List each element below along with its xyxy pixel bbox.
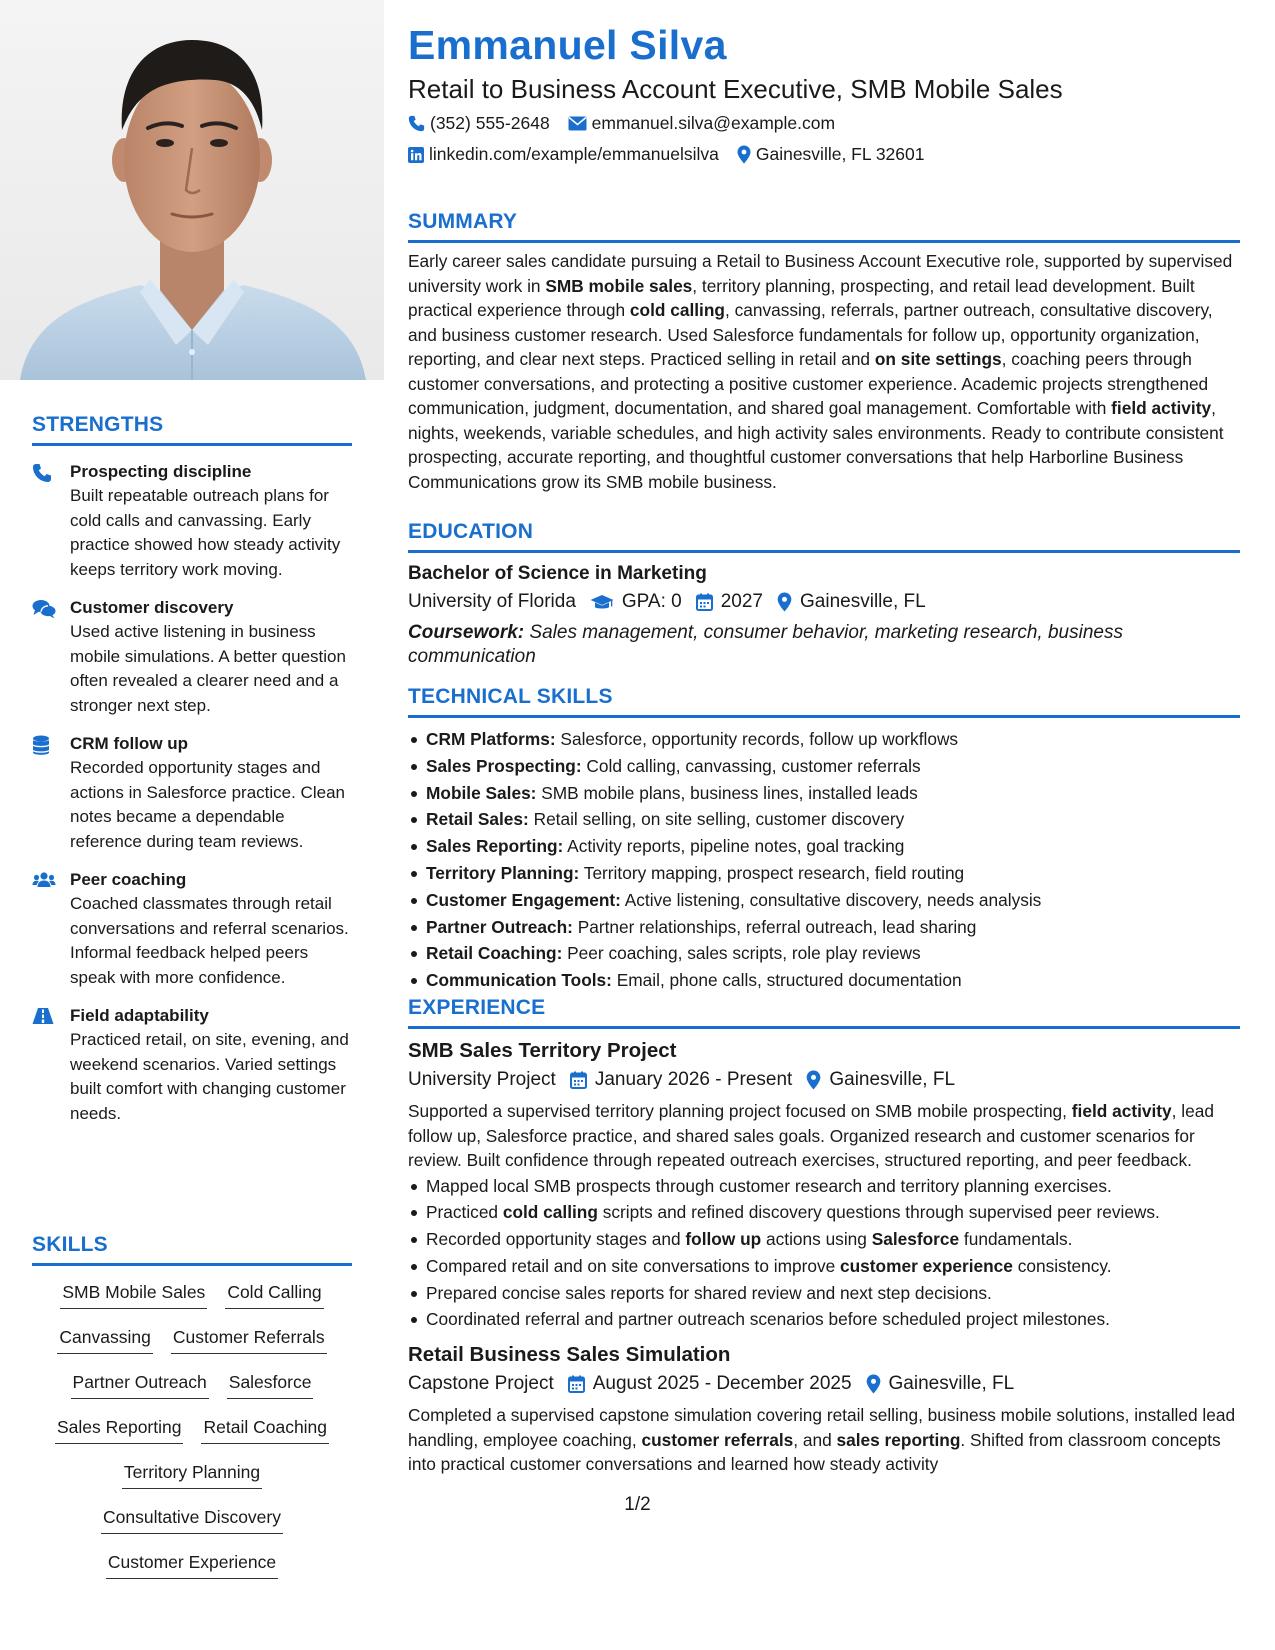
skill-label: Mobile Sales: (426, 782, 537, 803)
skill-tag: Customer Experience (106, 1548, 278, 1579)
text-run: , canvassing, referrals, partner outreach, consultative discovery, and business customer research. Used Salesforce fundamentals for follow up, opportunity organization, reporting, and clear next steps. Practiced selling in retail and (408, 300, 1213, 369)
bold-text: SMB mobile sales (545, 275, 693, 296)
text-run: , territory planning, prospecting, and retail lead development. Built practical experience through (408, 275, 1195, 320)
skill-row (32, 1278, 352, 1323)
page-number: 1/2 (624, 1494, 651, 1515)
list-item (408, 1306, 1240, 1333)
list-item (408, 1173, 1240, 1200)
section-divider (32, 1263, 352, 1266)
skills-heading: SKILLS (32, 1233, 108, 1256)
strength-description: Coached classmates through retail conversations and referral scenarios. Informal feedback helped peers speak with more confidence. (70, 894, 349, 987)
skill-tags (32, 1278, 352, 1593)
comments-icon (32, 596, 70, 718)
job-org-text: University Project (408, 1069, 556, 1090)
skill-value: Retail selling, on site selling, customer discovery (528, 809, 905, 830)
text-run: Practiced (426, 1202, 503, 1223)
text-run: , nights, weekends, variable schedules, and high activity sales environments. Ready to contribute consistent prospecting, accurate reporting, and thoughtful customer conversations that help Harborline Business Communications grow its SMB mobile business. (408, 398, 1224, 492)
skill-label: Sales Prospecting: (426, 755, 582, 776)
location-pin-icon (777, 592, 792, 612)
linkedin-url[interactable]: linkedin.com/example/emmanuelsilva (429, 144, 719, 164)
skill-row (32, 1368, 352, 1413)
gpa-text: GPA: 0 (621, 591, 682, 612)
list-item (408, 1226, 1240, 1253)
job-org-text: Capstone Project (408, 1373, 554, 1395)
graduation-cap-icon (590, 594, 614, 611)
education-heading: EDUCATION (408, 520, 534, 543)
school-text: University of Florida (408, 591, 576, 612)
location-pin-icon (737, 145, 751, 164)
job-location-text: Gainesville, FL (829, 1069, 956, 1090)
job-org (408, 1069, 556, 1091)
strength-description: Used active listening in business mobile simulations. A better question often revealed a clearer need and a stronger next step. (70, 622, 346, 715)
bold-text: sales reporting (836, 1429, 961, 1450)
skill-label: Communication Tools: (426, 970, 612, 991)
job-entry (408, 1343, 1240, 1477)
contact-location (737, 144, 925, 165)
gpa (590, 591, 682, 613)
text-run: Supported a supervised territory planning project focused on SMB mobile prospecting, (408, 1101, 1072, 1121)
strength-description: Built repeatable outreach plans for cold calls and canvassing. Early practice showed how steady activity keeps territory work moving. (70, 486, 341, 579)
list-item (408, 860, 1240, 887)
skill-tag: Retail Coaching (201, 1413, 329, 1444)
coursework-label: Coursework: (408, 622, 525, 643)
text-run: Recorded opportunity stages and (426, 1229, 686, 1250)
technical-skills-list (408, 726, 1240, 994)
job-title: Retail Business Sales Simulation (408, 1343, 731, 1367)
job-location (866, 1373, 1015, 1395)
skill-tag: Consultative Discovery (101, 1503, 283, 1534)
year-text: 2027 (720, 591, 764, 612)
calendar-icon (696, 593, 713, 611)
contact-linkedin[interactable] (408, 144, 719, 165)
text-run: , coaching peers through customer conversations, and protecting a positive customer experience. Academic projects strengthened communication, judgment, documentation, and shared goal management. Comfortable with (408, 349, 1209, 418)
skill-tag: Canvassing (57, 1323, 152, 1354)
section-divider (408, 550, 1240, 553)
profile-photo (0, 0, 384, 380)
text-run: Coordinated referral and partner outreach scenarios before scheduled project milestones. (426, 1309, 1110, 1330)
job-dates (570, 1069, 793, 1091)
skill-label: Retail Coaching: (426, 943, 563, 964)
job-dates-text: August 2025 - December 2025 (592, 1373, 852, 1395)
skill-value: Peer coaching, sales scripts, role play reviews (562, 943, 921, 964)
contact-phone (408, 113, 550, 134)
summary-heading: SUMMARY (408, 210, 518, 233)
strength-item (32, 868, 352, 990)
job-meta (408, 1373, 1240, 1395)
list-item (408, 887, 1240, 914)
envelope-icon (568, 116, 587, 131)
skill-tag: Cold Calling (225, 1278, 323, 1309)
graduation-year (696, 591, 763, 613)
job-dates-text: January 2026 - Present (594, 1069, 793, 1090)
experience-section (408, 996, 1240, 1477)
job-bullets (408, 1173, 1240, 1334)
section-divider (32, 443, 352, 446)
text-run: Prepared concise sales reports for shared review and next step decisions. (426, 1282, 992, 1303)
education-location-text: Gainesville, FL (800, 591, 926, 612)
text-run: Mapped local SMB prospects through customer research and territory planning exercises. (426, 1175, 1112, 1196)
school-name (408, 591, 576, 613)
calendar-icon (568, 1375, 585, 1393)
database-icon (32, 732, 70, 854)
bold-text: Salesforce (871, 1229, 960, 1250)
road-icon (32, 1004, 70, 1126)
skill-tag: Salesforce (227, 1368, 314, 1399)
education-meta (408, 591, 1240, 613)
skill-row (32, 1548, 352, 1593)
skill-value: Email, phone calls, structured documentation (611, 970, 962, 991)
coursework (408, 621, 1240, 669)
text-run: . Shifted from classroom concepts into practical customer conversations and learned how steady activity (408, 1429, 1221, 1475)
bold-text: follow up (685, 1229, 762, 1250)
technical-skills-heading: TECHNICAL SKILLS (408, 685, 613, 708)
skill-tag: Partner Outreach (71, 1368, 209, 1399)
strength-title: Peer coaching (70, 870, 187, 889)
users-icon (32, 868, 70, 990)
contact-email[interactable] (568, 113, 835, 134)
skill-label: Customer Engagement: (426, 889, 621, 910)
candidate-name: Emmanuel Silva (408, 22, 727, 68)
job-summary (408, 1099, 1240, 1173)
list-item (408, 833, 1240, 860)
strengths-heading: STRENGTHS (32, 413, 164, 436)
education-section (408, 520, 1240, 669)
text-run: fundamentals. (959, 1229, 1073, 1250)
strengths-section (32, 413, 352, 1140)
phone-icon (408, 115, 425, 132)
skill-value: SMB mobile plans, business lines, installed leads (536, 782, 918, 803)
list-item (408, 940, 1240, 967)
skill-value: Activity reports, pipeline notes, goal tracking (563, 836, 905, 857)
job-title: SMB Sales Territory Project (408, 1039, 677, 1062)
list-item (408, 1280, 1240, 1307)
bold-text: field activity (1111, 398, 1212, 418)
skill-value: Cold calling, canvassing, customer referrals (581, 755, 921, 776)
section-divider (408, 715, 1240, 718)
skill-value: Territory mapping, prospect research, field routing (579, 862, 965, 883)
list-item (408, 914, 1240, 941)
strength-title: Prospecting discipline (70, 462, 252, 481)
skill-value: Active listening, consultative discovery, needs analysis (620, 889, 1042, 910)
location-pin-icon (806, 1070, 821, 1090)
contact-line-2 (408, 144, 942, 165)
skill-tag: Territory Planning (122, 1458, 262, 1489)
strength-description: Recorded opportunity stages and actions in Salesforce practice. Clean notes became a dependable reference during team reviews. (70, 758, 345, 851)
summary-section (408, 210, 1240, 494)
list-item (408, 1253, 1240, 1280)
list-item (408, 753, 1240, 780)
skill-tag: Sales Reporting (55, 1413, 184, 1444)
skill-row (32, 1323, 352, 1368)
list-item (408, 780, 1240, 807)
job-dates (568, 1373, 852, 1395)
phone-number: (352) 555-2648 (430, 113, 550, 133)
job-location-text: Gainesville, FL (888, 1373, 1015, 1395)
text-run: , lead follow up, Salesforce practice, and shared sales goals. Organized research and customer scenarios for review. Built confidence through repeated outreach exercises, structured reporting, and peer feedback. (408, 1101, 1214, 1170)
job-entry (408, 1039, 1240, 1333)
bold-text: customer referrals (641, 1429, 794, 1450)
bold-text: on site settings (874, 349, 1002, 369)
text-run: scripts and refined discovery questions through supervised peer reviews. (597, 1202, 1160, 1223)
strength-title: Field adaptability (70, 1006, 209, 1025)
strength-item (32, 732, 352, 854)
bold-text: cold calling (629, 300, 725, 320)
skill-value: Salesforce, opportunity records, follow up workflows (555, 729, 959, 749)
calendar-icon (570, 1071, 587, 1089)
location-text: Gainesville, FL 32601 (755, 144, 925, 164)
coursework-text: Sales management, consumer behavior, marketing research, business communication (408, 622, 1123, 667)
job-meta (408, 1069, 1240, 1091)
skill-tag: SMB Mobile Sales (60, 1278, 207, 1309)
skill-label: Territory Planning: (426, 862, 580, 883)
strength-title: Customer discovery (70, 598, 234, 617)
candidate-headline: Retail to Business Account Executive, SMB Mobile Sales (408, 74, 1063, 104)
text-run: Early career sales candidate pursuing a Retail to Business Account Executive role, supported by supervised university work in (408, 251, 1233, 296)
job-location (806, 1069, 955, 1091)
strengths-list (32, 460, 352, 1126)
education-location (777, 591, 926, 613)
skill-label: CRM Platforms: (426, 729, 556, 749)
section-divider (408, 1026, 1240, 1029)
strength-item (32, 596, 352, 718)
bold-text: cold calling (502, 1202, 598, 1223)
text-run: Compared retail and on site conversations to improve (426, 1255, 840, 1276)
strength-title: CRM follow up (70, 734, 189, 753)
summary-text (408, 249, 1240, 494)
text-run: , and (793, 1429, 837, 1450)
list-item (408, 967, 1240, 994)
skill-tag: Customer Referrals (171, 1323, 327, 1354)
skill-label: Partner Outreach: (426, 916, 573, 937)
email-address[interactable]: emmanuel.silva@example.com (591, 113, 836, 133)
list-item (408, 726, 1240, 753)
list-item (408, 806, 1240, 833)
text-run: Completed a supervised capstone simulation covering retail selling, business mobile solutions, installed lead handling, employee coaching, (408, 1405, 1236, 1450)
skill-label: Sales Reporting: (426, 836, 564, 857)
sidebar (0, 0, 384, 1650)
skill-label: Retail Sales: (426, 809, 529, 830)
experience-heading: EXPERIENCE (408, 996, 546, 1019)
phone-icon (32, 460, 70, 582)
degree-title: Bachelor of Science in Marketing (408, 563, 707, 584)
list-item (408, 1199, 1240, 1226)
skill-row (32, 1413, 352, 1458)
bold-text: customer experience (840, 1255, 1013, 1276)
text-run: actions using (761, 1229, 872, 1250)
skill-value: Partner relationships, referral outreach, lead sharing (572, 916, 977, 937)
strength-item (32, 1004, 352, 1126)
technical-skills-section (408, 685, 1240, 994)
location-pin-icon (866, 1374, 881, 1394)
bold-text: field activity (1071, 1101, 1172, 1121)
text-run: consistency. (1012, 1255, 1112, 1276)
section-divider (408, 240, 1240, 243)
strength-item (32, 460, 352, 582)
skills-section (32, 1233, 352, 1593)
strength-description: Practiced retail, on site, evening, and weekend scenarios. Varied settings built comfort with changing customer needs. (70, 1030, 349, 1123)
contact-line-1 (408, 113, 853, 134)
job-org (408, 1373, 554, 1395)
linkedin-icon (408, 147, 424, 163)
job-summary (408, 1403, 1240, 1477)
